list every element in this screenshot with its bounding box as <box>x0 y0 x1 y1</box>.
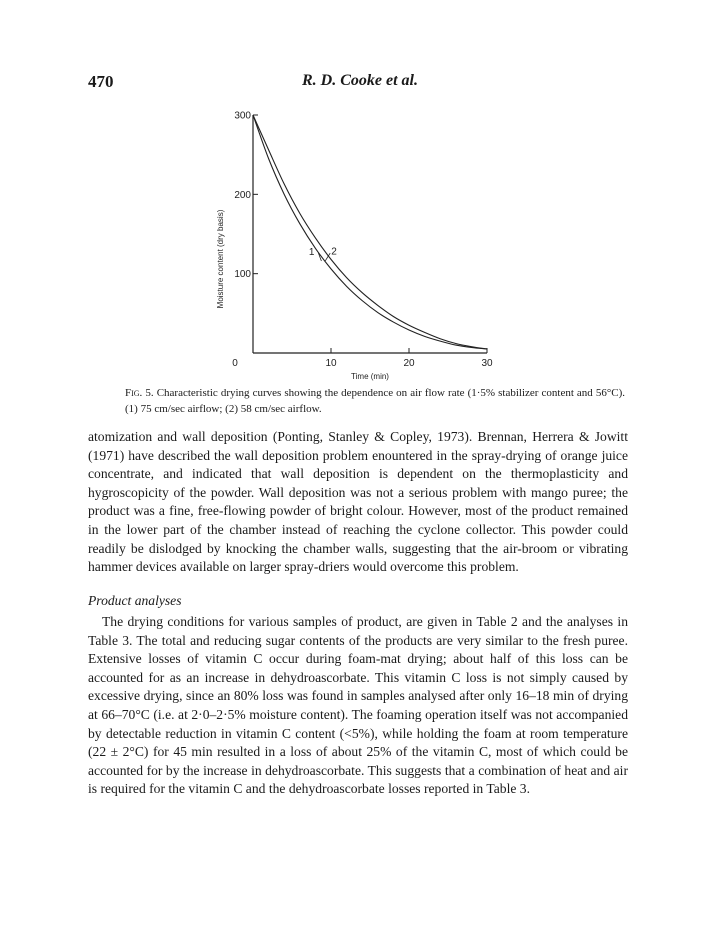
series-line-1 <box>253 115 487 349</box>
x-tick-label: 20 <box>403 358 415 369</box>
paragraph-2: The drying conditions for various samples of product, are given in Table 2 and the analyses in Table 3. The total and reducing sugar contents of the products are very similar to the fresh puree. Extensive losses of vitamin C occur during foam-mat drying; about half of this loss can be accounted for as an increase in dehydroascorbate. This vitamin C loss is not simply caused by excessive drying, since an 80% loss was found in samples analysed after only 16–18 min of drying at 66–70°C (i.e. at 2·0–2·5% moisture content). The foaming operation itself was not accompanied by detectable reduction in vitamin C content (<5%), while holding the foam at room temperature (22 ± 2°C) for 45 min resulted in a loss of about 25% of the vitamin C, most of which could be accounted for by the increase in dehydroascorbate. This suggests that a combination of heat and air is required for the vitamin C and the dehydroascorbate losses reported in Table 3. <box>88 614 628 797</box>
x-tick-label: 10 <box>325 358 337 369</box>
y-tick-label: 300 <box>234 110 251 122</box>
y-axis-label: Moisture content (dry basis) <box>216 209 225 309</box>
drying-curves-chart <box>0 108 720 388</box>
page-number: 470 <box>88 72 114 91</box>
series-line-2 <box>253 115 487 349</box>
y-tick-label: 100 <box>234 269 251 281</box>
figure-caption <box>125 385 625 417</box>
paragraph-1: atomization and wall deposition (Ponting, Stanley & Copley, 1973). Brennan, Herrera & Jowitt (1971) have described the wall deposition problem enountered in the spray-drying of orange juice concentrate, and indicated that wall deposition is dependent on the thermoplasticity and hygroscopicity of the powder. Wall deposition was not a serious problem with mango puree; the product was a fine, free-flowing powder of bright colour. However, most of the product remained in the lower part of the chamber instead of reaching the cyclone collector. This powder could readily be dislodged by knocking the chamber walls, suggesting that the air-broom or vibrating hammer devices available on larger spray-driers would overcome this problem. <box>88 429 628 575</box>
caption-text: Characteristic drying curves showing the dependence on air flow rate (1·5% stabilizer content and 56°C). (1) 75 cm/sec airflow; (2) 58 cm/sec airflow. <box>125 387 626 415</box>
running-head: R. D. Cooke et al. <box>302 72 418 89</box>
y-tick-label: 200 <box>234 189 251 201</box>
series-1-label: 1 <box>308 247 315 259</box>
x-tick-label: 0 <box>232 358 238 369</box>
section-heading: Product analyses <box>88 593 182 608</box>
figure-label: Fig. 5. <box>125 387 154 399</box>
x-tick-label: 30 <box>481 358 493 369</box>
x-axis-label: Time (min) <box>351 372 389 381</box>
page-header <box>0 72 720 96</box>
figure-5 <box>0 108 720 388</box>
series-2-label: 2 <box>331 246 337 258</box>
